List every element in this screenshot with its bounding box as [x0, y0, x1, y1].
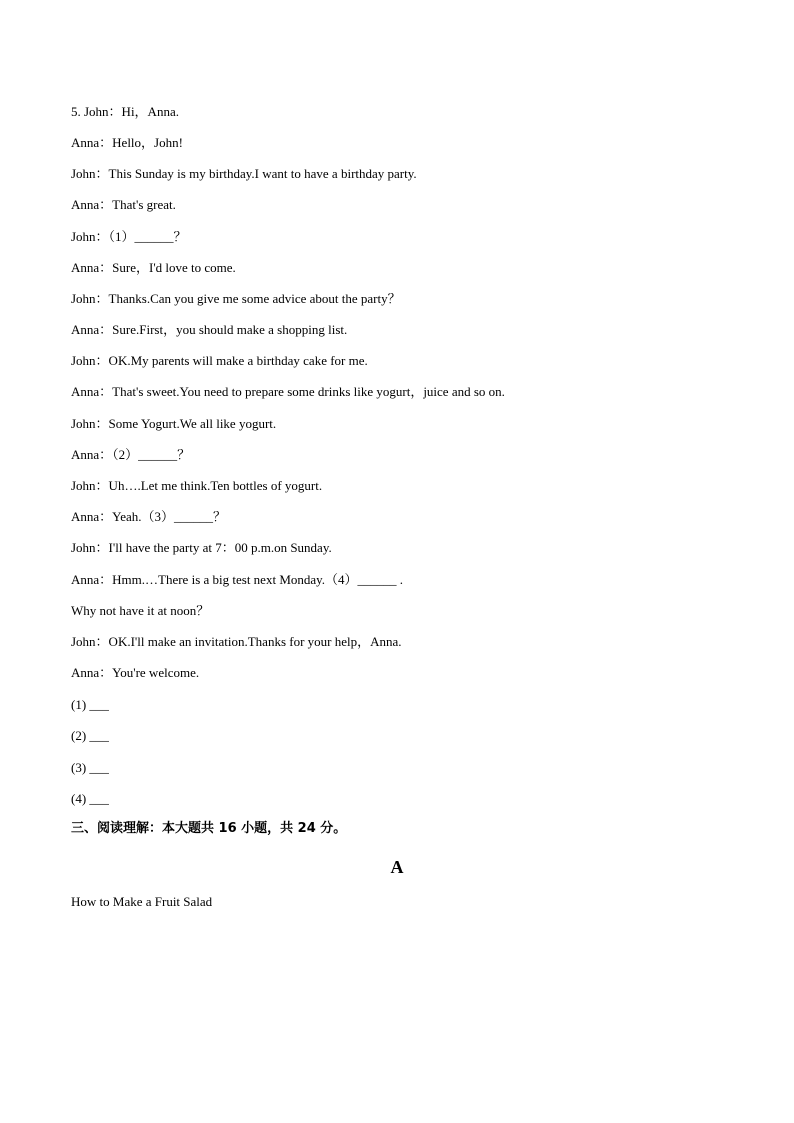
- dialogue-line: John：Thanks.Can you give me some advice about the party？: [71, 291, 401, 306]
- section-heading: 三、阅读理解：本大题共 16 小题，共 24 分。: [71, 821, 347, 836]
- dialogue-line: John：OK.I'll make an invitation.Thanks for your help，Anna.: [71, 634, 402, 649]
- dialogue-line-blank-1: John：（1）______？: [71, 229, 187, 244]
- dialogue-line: Anna：Hello，John!: [71, 135, 183, 150]
- dialogue-line: Anna：Sure，I'd love to come.: [71, 260, 236, 275]
- passage-title: How to Make a Fruit Salad: [71, 894, 213, 909]
- dialogue-line: Why not have it at noon？: [71, 603, 210, 618]
- dialogue-line: 5. John：Hi，Anna.: [71, 104, 179, 119]
- answer-line-4: (4) ___: [71, 791, 109, 806]
- dialogue-line: John：OK.My parents will make a birthday cake for me.: [71, 353, 368, 368]
- dialogue-line-blank-3: Anna：Yeah.（3）______？: [71, 509, 227, 524]
- dialogue-line: Anna：You're welcome.: [71, 665, 200, 680]
- dialogue-line: John：Some Yogurt.We all like yogurt.: [71, 416, 277, 431]
- answer-line-2: (2) ___: [71, 728, 109, 743]
- answer-line-3: (3) ___: [71, 760, 109, 775]
- dialogue-line: Anna：Sure.First，you should make a shopping list.: [71, 322, 348, 337]
- dialogue-line: John：I'll have the party at 7：00 p.m.on Sunday.: [71, 540, 332, 555]
- dialogue-line-blank-4: Anna：Hmm.…There is a big test next Monday.（4）______ .: [71, 572, 404, 587]
- dialogue-line: Anna：That's sweet.You need to prepare some drinks like yogurt，juice and so on.: [71, 384, 505, 399]
- dialogue-line: Anna：That's great.: [71, 197, 176, 212]
- dialogue-line: John：This Sunday is my birthday.I want to have a birthday party.: [71, 166, 417, 181]
- dialogue-line-blank-2: Anna：（2）______？: [71, 447, 191, 462]
- answer-line-1: (1) ___: [71, 697, 109, 712]
- part-label: A: [390, 857, 404, 877]
- dialogue-line: John：Uh….Let me think.Ten bottles of yogurt.: [71, 478, 323, 493]
